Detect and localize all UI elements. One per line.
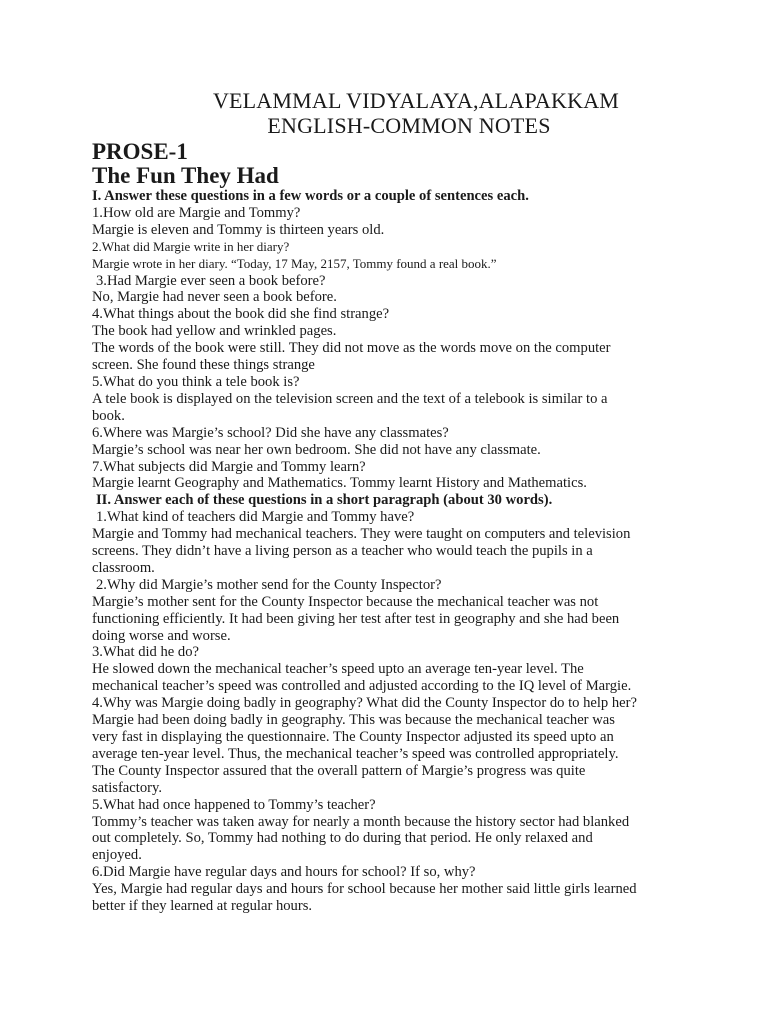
- answer-line: Margie’s mother sent for the County Inspector because the mechanical teacher was not: [92, 593, 599, 610]
- question: 1.How old are Margie and Tommy?: [92, 204, 301, 221]
- answer-line: A tele book is displayed on the television screen and the text of a telebook is similar to a: [92, 390, 608, 407]
- section-heading: II. Answer each of these questions in a short paragraph (about 30 words).: [96, 492, 553, 509]
- answer-line: average ten-year level. Thus, the mechanical teacher’s speed was controlled appropriately.: [92, 745, 619, 762]
- answer-line: book.: [92, 407, 125, 424]
- notes-title: ENGLISH-COMMON NOTES: [267, 113, 551, 138]
- answer-line: Margie had been doing badly in geography. This was because the mechanical teacher was: [92, 712, 615, 729]
- question: 2.What did Margie write in her diary?: [92, 238, 290, 254]
- answer-line: doing worse and worse.: [92, 627, 231, 644]
- answer-line: Yes, Margie had regular days and hours for school because her mother said little girls learned: [92, 881, 637, 898]
- question: 3.Had Margie ever seen a book before?: [96, 272, 326, 289]
- answer-line: Margie and Tommy had mechanical teachers. They were taught on computers and television: [92, 526, 631, 543]
- answer-line: The County Inspector assured that the overall pattern of Margie’s progress was quite: [92, 762, 586, 779]
- answer-line: satisfactory.: [92, 779, 162, 796]
- question: 3.What did he do?: [92, 644, 199, 661]
- question: 7.What subjects did Margie and Tommy learn?: [92, 458, 366, 475]
- answer-line: He slowed down the mechanical teacher’s speed upto an average ten-year level. The: [92, 661, 584, 678]
- question: 1.What kind of teachers did Margie and Tommy have?: [96, 509, 415, 526]
- answer-line: screen. She found these things strange: [92, 357, 315, 374]
- question: 4.Why was Margie doing badly in geography? What did the County Inspector do to help her?: [92, 695, 637, 712]
- question: 2.Why did Margie’s mother send for the County Inspector?: [96, 576, 442, 593]
- answer-line: functioning efficiently. It had been giving her test after test in geography and she had been: [92, 610, 620, 627]
- answer-line: Margie’s school was near her own bedroom. She did not have any classmate.: [92, 441, 541, 458]
- answer-line: very fast in displaying the questionnaire. The County Inspector adjusted its speed upto an: [92, 729, 614, 745]
- notes-body: [92, 188, 682, 915]
- question: 5.What had once happened to Tommy’s teacher?: [92, 796, 376, 813]
- answer-line: Margie is eleven and Tommy is thirteen years old.: [92, 221, 385, 238]
- answer-line: Tommy’s teacher was taken away for nearly a month because the history sector had blanked: [92, 813, 630, 830]
- question: 6.Where was Margie’s school? Did she have any classmates?: [92, 424, 449, 441]
- answer-line: mechanical teacher’s speed was controlled and adjusted according to the IQ level of Margie.: [92, 678, 632, 695]
- answer-line: The words of the book were still. They did not move as the words move on the computer: [92, 340, 611, 357]
- section-heading: I. Answer these questions in a few words or a couple of sentences each.: [92, 188, 529, 204]
- answer-line: better if they learned at regular hours.: [92, 898, 313, 915]
- answer-line: out completely. So, Tommy had nothing to do during that period. He only relaxed and: [92, 830, 593, 847]
- answer-line: Margie learnt Geography and Mathematics. Tommy learnt History and Mathematics.: [92, 475, 587, 492]
- question: 4.What things about the book did she find strange?: [92, 306, 390, 323]
- answer-line: classroom.: [92, 559, 155, 576]
- answer-line: The book had yellow and wrinkled pages.: [92, 323, 337, 340]
- answer-line: No, Margie had never seen a book before.: [92, 289, 337, 306]
- story-title: The Fun They Had: [92, 163, 279, 188]
- answer-line: screens. They didn’t have a living person as a teacher who would teach the pupils in a: [92, 543, 593, 560]
- answer-line: Margie wrote in her diary. “Today, 17 May, 2157, Tommy found a real book.”: [92, 255, 497, 271]
- question: 5.What do you think a tele book is?: [92, 373, 300, 390]
- prose-label: PROSE-1: [92, 139, 188, 164]
- answer-line: enjoyed.: [92, 847, 142, 864]
- question: 6.Did Margie have regular days and hours for school? If so, why?: [92, 864, 476, 881]
- school-name: VELAMMAL VIDYALAYA,ALAPAKKAM: [212, 88, 620, 113]
